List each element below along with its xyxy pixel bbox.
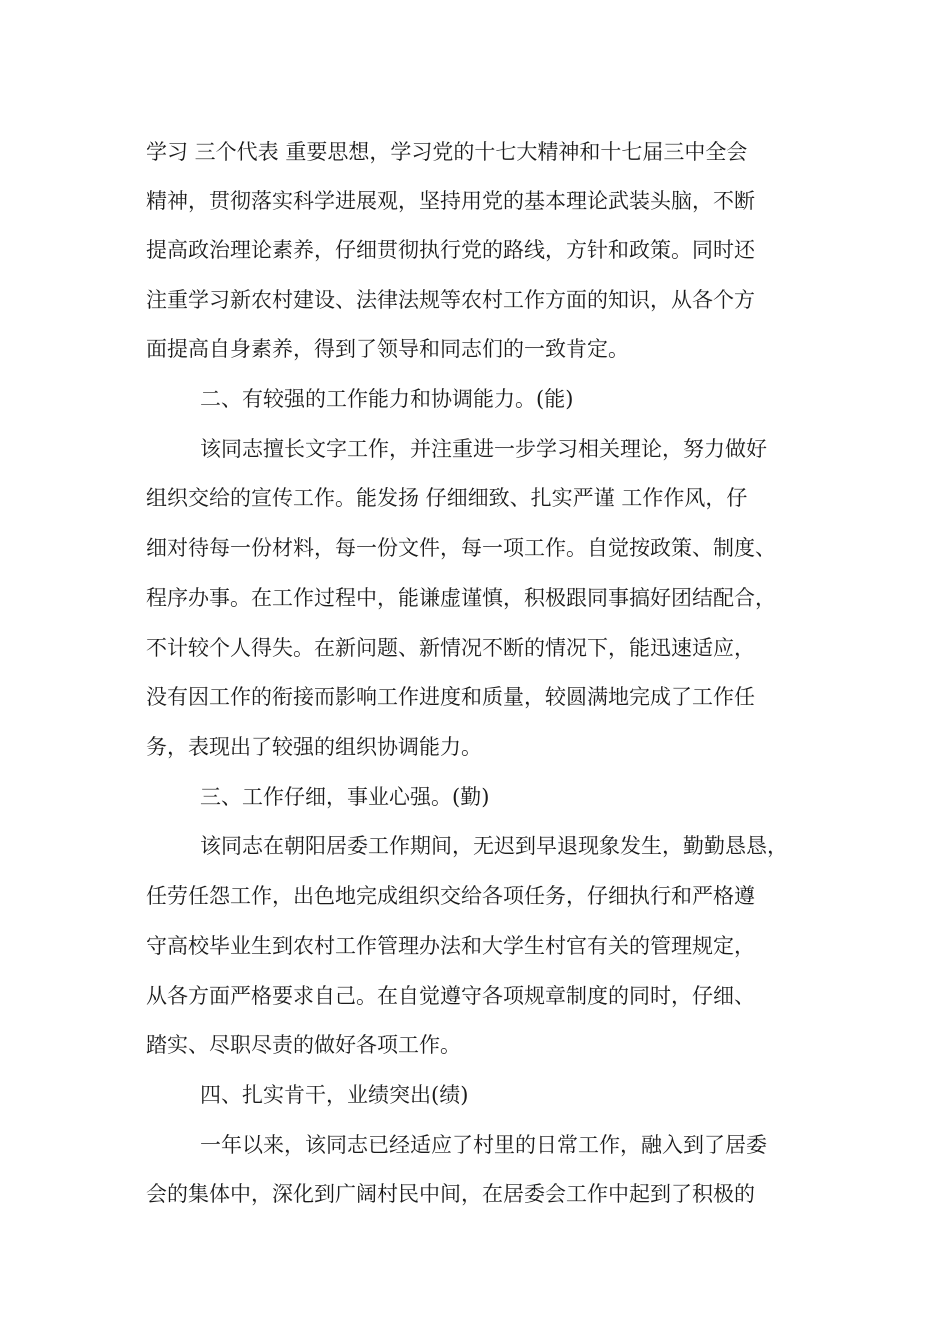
text-line: 面提高自身素养，得到了领导和同志们的一致肯定。 <box>146 337 629 361</box>
section-heading: 二、有较强的工作能力和协调能力。(能) <box>200 387 574 411</box>
text-line: 精神，贯彻落实科学进展观，坚持用党的基本理论武装头脑，不断 <box>146 189 755 213</box>
section-heading: 三、工作仔细，事业心强。(勤) <box>200 785 490 809</box>
text-line: 一年以来，该同志已经适应了村里的日常工作，融入到了居委 <box>200 1133 767 1157</box>
section-heading: 四、扎实肯干，业绩突出(绩) <box>200 1083 469 1107</box>
text-line: 该同志在朝阳居委工作期间，无迟到早退现象发生，勤勤恳恳， <box>200 834 788 858</box>
text-line: 从各方面严格要求自己。在自觉遵守各项规章制度的同时，仔细、 <box>146 984 755 1008</box>
text-line: 细对待每一份材料，每一份文件，每一项工作。自觉按政策、制度、 <box>146 536 776 560</box>
text-line: 注重学习新农村建设、法律法规等农村工作方面的知识，从各个方 <box>146 288 755 312</box>
text-line: 组织交给的宣传工作。能发扬 仔细细致、扎实严谨 工作作风，仔 <box>146 486 748 510</box>
text-line: 踏实、尽职尽责的做好各项工作。 <box>146 1033 461 1057</box>
text-line: 不计较个人得失。在新问题、新情况不断的情况下，能迅速适应， <box>146 636 755 660</box>
text-line: 该同志擅长文字工作，并注重进一步学习相关理论，努力做好 <box>200 437 767 461</box>
text-line: 会的集体中，深化到广阔村民中间，在居委会工作中起到了积极的 <box>146 1182 755 1206</box>
text-line: 务，表现出了较强的组织协调能力。 <box>146 735 482 759</box>
text-line: 没有因工作的衔接而影响工作进度和质量，较圆满地完成了工作任 <box>146 685 755 709</box>
text-line: 任劳任怨工作，出色地完成组织交给各项任务，仔细执行和严格遵 <box>146 884 755 908</box>
text-line: 守高校毕业生到农村工作管理办法和大学生村官有关的管理规定， <box>146 934 755 958</box>
text-line: 学习 三个代表 重要思想，学习党的十七大精神和十七届三中全会 <box>146 140 748 164</box>
text-line: 提高政治理论素养，仔细贯彻执行党的路线，方针和政策。同时还 <box>146 238 755 262</box>
text-line: 程序办事。在工作过程中，能谦虚谨慎，积极跟同事搞好团结配合， <box>146 586 776 610</box>
